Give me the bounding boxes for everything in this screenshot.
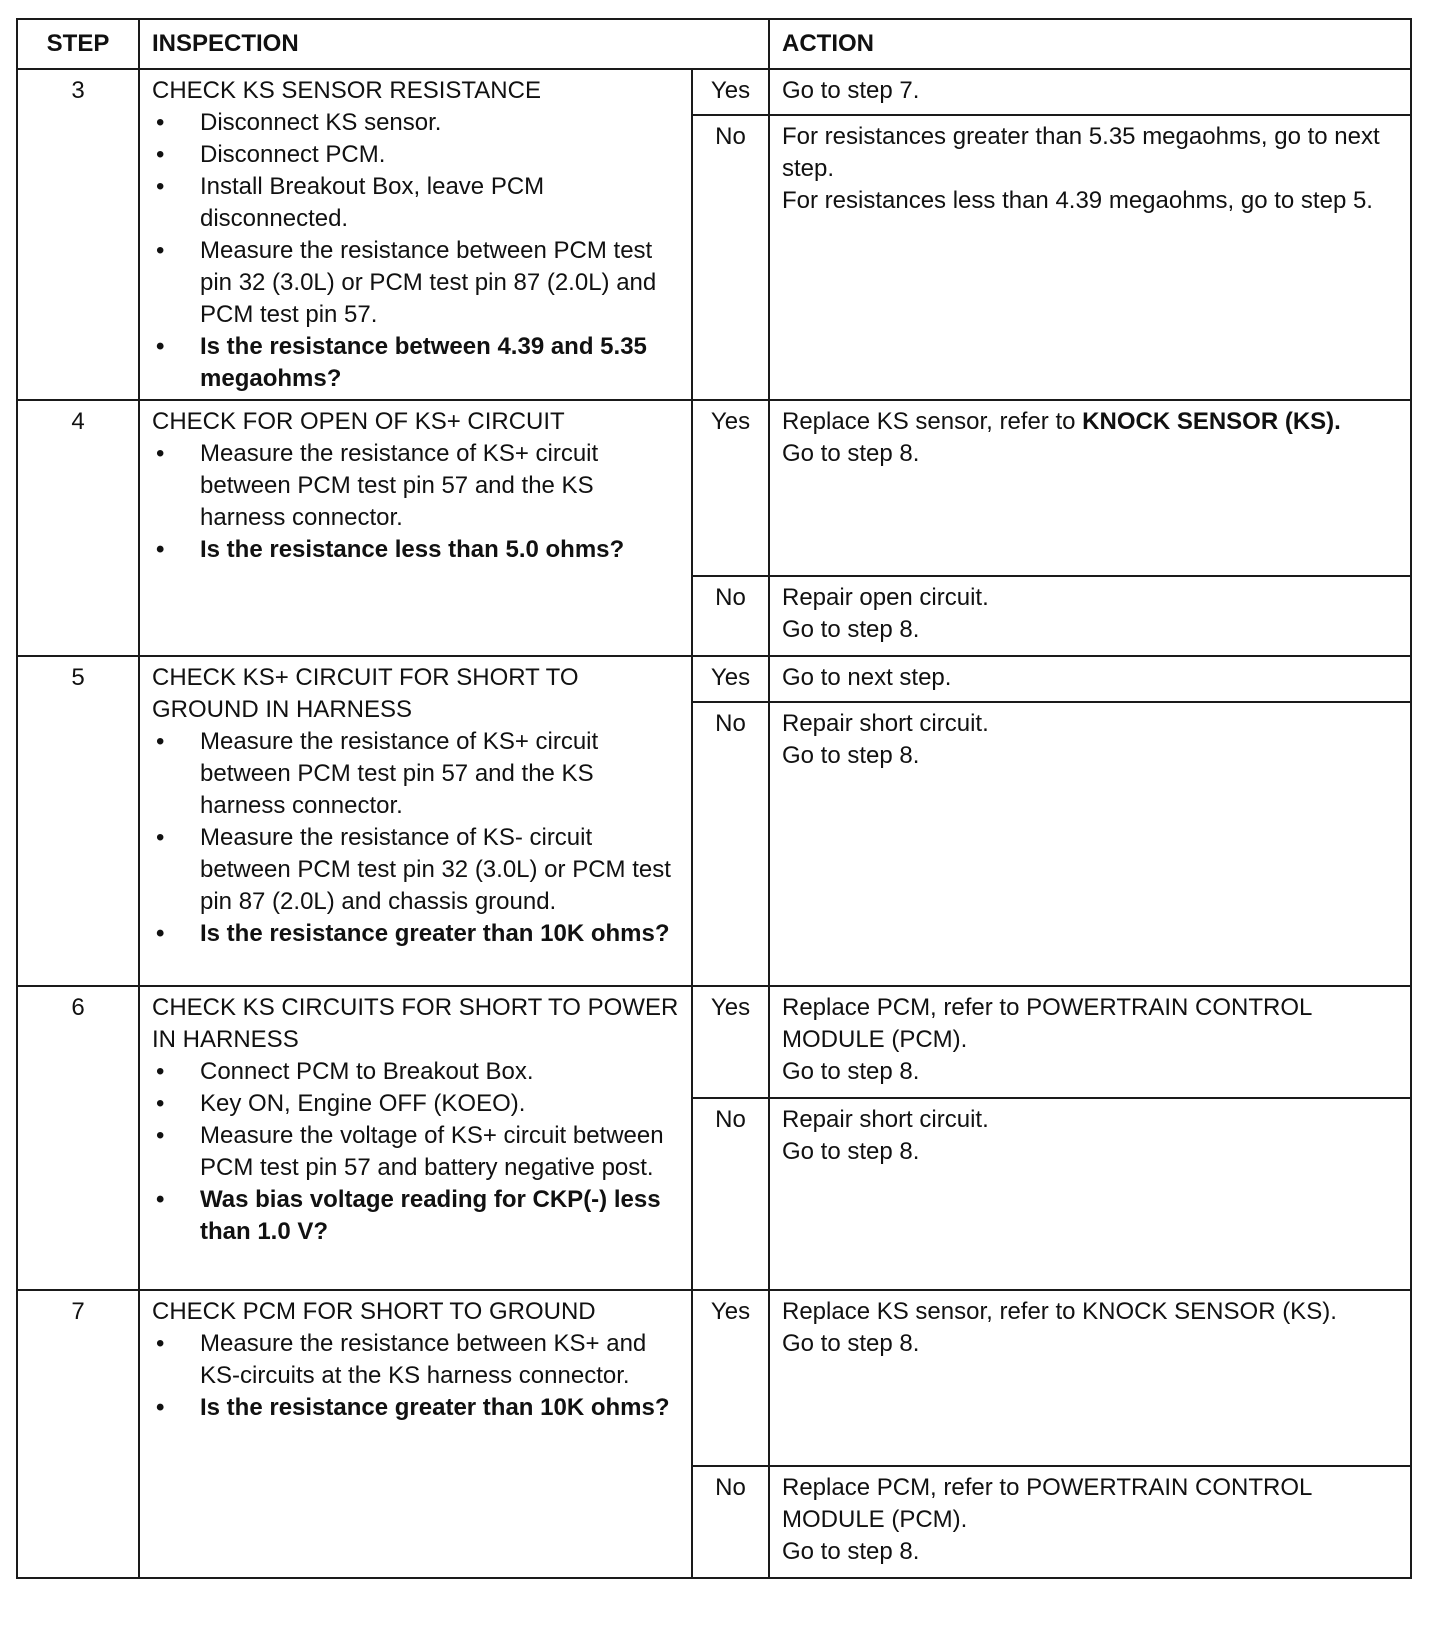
step-inspection: [139, 69, 692, 400]
step-number: 4: [17, 400, 139, 656]
step-number: 7: [17, 1290, 139, 1578]
inspection-question: • Is the resistance greater than 10K ohms?: [152, 918, 679, 950]
step-number: 3: [17, 69, 139, 400]
answer-yes: Yes: [692, 986, 769, 1098]
action-no: [769, 702, 1411, 986]
list-item: • Disconnect PCM.: [152, 139, 679, 171]
list-item: • Measure the resistance of KS+ circuit between PCM test pin 57 and the KS harness connector.: [152, 438, 679, 534]
action-line: Go to step 8.: [782, 1538, 920, 1565]
step-inspection: [139, 656, 692, 986]
inspection-question: • Is the resistance greater than 10K ohms?: [152, 1392, 679, 1424]
answer-yes: Yes: [692, 656, 769, 702]
step-inspection: [139, 986, 692, 1290]
diagnostic-sheet: [16, 18, 1412, 1579]
action-line: Replace KS sensor, refer to KNOCK SENSOR (KS).: [782, 1298, 1337, 1325]
list-item: • Measure the voltage of KS+ circuit between PCM test pin 57 and battery negative post.: [152, 1120, 679, 1184]
check-title: CHECK PCM FOR SHORT TO GROUND: [152, 1298, 596, 1325]
action-line: Go to step 8.: [782, 440, 920, 467]
inspection-question: • Is the resistance between 4.39 and 5.35 megaohms?: [152, 331, 679, 395]
list-item: • Measure the resistance between PCM test pin 32 (3.0L) or PCM test pin 87 (2.0L) and PCM test pin 57.: [152, 235, 679, 331]
step-4-yes-row: [17, 400, 1411, 576]
diagnostic-table: [16, 18, 1412, 1579]
step-5-yes-row: [17, 656, 1411, 702]
list-item: • Disconnect KS sensor.: [152, 107, 679, 139]
answer-yes: Yes: [692, 400, 769, 576]
action-yes: [769, 656, 1411, 702]
action-no: [769, 115, 1411, 400]
header-step: STEP: [17, 19, 139, 69]
action-no: [769, 576, 1411, 656]
action-text: Replace KS sensor, refer to: [782, 408, 1076, 435]
action-line: Repair short circuit.: [782, 1106, 989, 1133]
step-7-yes-row: [17, 1290, 1411, 1466]
step-3-yes-row: [17, 69, 1411, 115]
check-title: CHECK FOR OPEN OF KS+ CIRCUIT: [152, 408, 565, 435]
action-line: Go to step 8.: [782, 1058, 920, 1085]
inspection-list: [152, 107, 679, 395]
check-title: CHECK KS+ CIRCUIT FOR SHORT TO GROUND IN HARNESS: [152, 664, 579, 723]
step-number: 6: [17, 986, 139, 1290]
list-item: • Install Breakout Box, leave PCM disconnected.: [152, 171, 679, 235]
header-inspection: INSPECTION: [139, 19, 769, 69]
check-title: CHECK KS CIRCUITS FOR SHORT TO POWER IN HARNESS: [152, 994, 679, 1053]
inspection-question: • Was bias voltage reading for CKP(-) less than 1.0 V?: [152, 1184, 679, 1248]
list-item: • Key ON, Engine OFF (KOEO).: [152, 1088, 679, 1120]
step-inspection: [139, 400, 692, 656]
inspection-list: [152, 1056, 679, 1248]
action-yes: [769, 400, 1411, 576]
header-action: ACTION: [769, 19, 1411, 69]
table-header-row: [17, 19, 1411, 69]
action-no: [769, 1098, 1411, 1290]
list-item: • Measure the resistance between KS+ and KS-circuits at the KS harness connector.: [152, 1328, 679, 1392]
inspection-question: • Is the resistance less than 5.0 ohms?: [152, 534, 679, 566]
action-yes: [769, 986, 1411, 1098]
check-title: CHECK KS SENSOR RESISTANCE: [152, 77, 541, 104]
answer-no: No: [692, 1466, 769, 1578]
answer-no: No: [692, 576, 769, 656]
action-line: Go to next step.: [782, 664, 952, 691]
answer-no: No: [692, 702, 769, 986]
answer-no: No: [692, 1098, 769, 1290]
inspection-list: [152, 1328, 679, 1424]
action-line: Replace PCM, refer to POWERTRAIN CONTROL MODULE (PCM).: [782, 1474, 1312, 1533]
action-yes: [769, 1290, 1411, 1466]
reference-link: KNOCK SENSOR (KS).: [1082, 408, 1341, 435]
action-line: Go to step 8.: [782, 1330, 920, 1357]
list-item: • Measure the resistance of KS- circuit between PCM test pin 32 (3.0L) or PCM test pin 87 (2.0L) and chassis ground.: [152, 822, 679, 918]
action-line: Go to step 8.: [782, 1138, 920, 1165]
inspection-list: [152, 726, 679, 950]
list-item: • Connect PCM to Breakout Box.: [152, 1056, 679, 1088]
action-line: For resistances greater than 5.35 megaohms, go to next step.: [782, 123, 1380, 183]
inspection-list: [152, 438, 679, 566]
answer-yes: Yes: [692, 1290, 769, 1466]
step-6-yes-row: [17, 986, 1411, 1098]
action-line: Repair open circuit.: [782, 584, 989, 611]
answer-yes: Yes: [692, 69, 769, 115]
action-line: Go to step 7.: [782, 77, 920, 104]
list-item: • Measure the resistance of KS+ circuit between PCM test pin 57 and the KS harness connector.: [152, 726, 679, 822]
answer-no: No: [692, 115, 769, 400]
action-line: [782, 406, 1398, 438]
action-line: Go to step 8.: [782, 616, 920, 643]
step-inspection: [139, 1290, 692, 1578]
action-line: Replace PCM, refer to POWERTRAIN CONTROL MODULE (PCM).: [782, 994, 1312, 1053]
step-number: 5: [17, 656, 139, 986]
action-line: For resistances less than 4.39 megaohms, go to step 5.: [782, 187, 1373, 215]
action-line: Repair short circuit.: [782, 710, 989, 737]
action-no: [769, 1466, 1411, 1578]
action-line: Go to step 8.: [782, 742, 920, 769]
action-yes: [769, 69, 1411, 115]
